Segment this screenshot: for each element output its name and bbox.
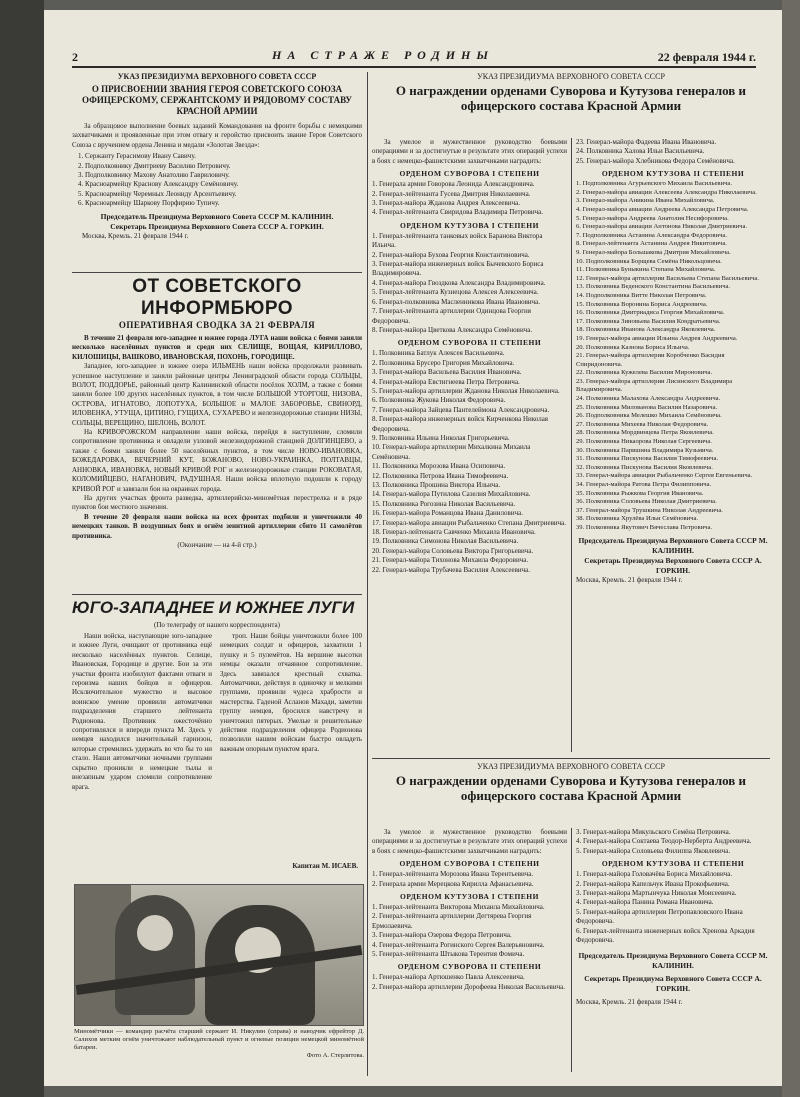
luga-signature: Капитан М. ИСАЕВ. xyxy=(292,862,358,870)
list-item: 21. Генерал-майора артиллерии Коробченко Васидия Спиридоновича. xyxy=(576,352,725,368)
list-item: 29. Полковника Никаорова Николая Сергеевича. xyxy=(576,438,712,446)
list-item: 1. Генерал-лейтенанта Морозова Ивана Терентьевича. xyxy=(372,870,534,879)
informburo-continued: (Окончание — на 4-й стр.) xyxy=(177,540,257,549)
photo-caption-text: Миномётчики — командир расчёта старший сержант И. Никулин (справа) и наводчик ефрейтор Д. Салихов метким огнём уничтожают наблюдательный пункт и огневые позиции немецкой миномётной батареи. xyxy=(74,1028,364,1051)
list-item: 25. Полковника Милованова Василия Назаровича. xyxy=(576,403,718,411)
list-item: 13. Полковника Веденского Константина Васильевича. xyxy=(576,283,731,291)
list-item: 36. Полковника Соловьева Николая Дмитриевича. xyxy=(576,498,717,506)
decree-awards-article-2 xyxy=(372,762,770,1076)
award-list xyxy=(372,232,567,335)
list-item: 28. Полковника Мордвинцева Петра Яковлевича. xyxy=(576,429,714,437)
list-item: 3. Генерал-майора инженерных войск Бычевского Бориса Владимировича. xyxy=(372,260,544,278)
list-item: 17. Генерал-майора авиации Рыбальченко Степана Дмитриевича. xyxy=(372,518,567,527)
list-item: 1. Генерал-лейтенанта танковых войск Баранова Виктора Ильича. xyxy=(372,231,543,250)
list-item: 32. Полковника Пискунова Василия Яковлевича. xyxy=(576,463,713,471)
list-item: 25. Генерал-майора Хлебникова Федора Семёновича. xyxy=(576,156,735,165)
issue-date: 22 февраля 1944 г. xyxy=(657,50,756,64)
award-list xyxy=(576,138,770,166)
award-list xyxy=(576,828,770,856)
list-item: 17. Полковника Зиновьева Василия Кондратьевича. xyxy=(576,317,721,325)
order-heading: ОРДЕНОМ КУТУЗОВА II СТЕПЕНИ xyxy=(601,169,745,179)
decree-hero-intro: За образцовое выполнение боевых заданий Командования на фронте борьбы с немецкими захватчиками и проявленные при этом отвагу и геройство присвоить звание Героя Советского Союза с вручением ордена Ленина и медали «Золотая Звезда»: xyxy=(72,122,362,149)
list-item: 5. Генерал-майора Андреева Анатолия Несифоровича. xyxy=(576,214,729,222)
list-item: 6. Генерал-полковника Масленникова Ивана Ивановича. xyxy=(372,297,541,306)
list-item: 7. Генерал-лейтенанта артиллерии Одинцова Георгия Федоровича. xyxy=(372,307,532,325)
list-item: 1. Генерала армии Говорова Леонида Александровича. xyxy=(372,180,535,189)
decree-secretary: Секретарь Президиума Верховного Совета СССР А. ГОРКИН. xyxy=(584,974,762,994)
order-heading: ОРДЕНОМ СУВОРОВА I СТЕПЕНИ xyxy=(399,169,540,179)
list-item: 6. Генерал-майора авиации Антонова Николая Дмитриевича. xyxy=(576,223,748,231)
list-item: 26. Подполковника Мелешко Михаила Семёновича. xyxy=(576,412,722,420)
list-item: 21. Генерал-майора Тихонова Михаила Федоровича. xyxy=(372,556,529,565)
list-item: 24. Полковника Малахова Александра Андреевича. xyxy=(576,395,721,403)
list-item: 15. Полковника Воронина Бориса Андреевича. xyxy=(576,300,708,308)
list-item: 23. Генерал-майора артиллерии Лисинского Владимира Владимировича. xyxy=(576,377,733,394)
list-item: 4. Генерал-лейтенанта Рогинского Сергея Валерьяновича. xyxy=(372,940,545,949)
decree-title: О награждении орденами Суворова и Кутузова генералов и офицерского состава Красной Армии xyxy=(395,83,747,113)
decree-secretary: Секретарь Президиума Верховного Совета СССР А. ГОРКИН. xyxy=(584,555,762,575)
informburo-article xyxy=(72,276,362,596)
list-item: 2. Генерал-майора Бухова Георгия Константиновича. xyxy=(372,250,530,259)
list-item: 20. Генерал-майора Соловьева Виктора Григорьевича. xyxy=(372,546,534,555)
list-item: 2. Генерал-майора Капельчук Ивана Прокофьевича. xyxy=(576,879,730,888)
list-item: 3. Генерал-майора Аникина Ивана Михайловича. xyxy=(576,197,715,205)
list-item: 3. Генерал-майора Мартынчука Николая Моисеевича. xyxy=(576,889,737,898)
list-item: 1. Сержанту Герасимову Ивану Савичу. xyxy=(78,152,196,161)
list-item: 2. Подполковнику Дмитриеву Василию Петровичу. xyxy=(78,161,231,170)
award-list xyxy=(576,870,770,945)
list-item: 11. Полковника Буныкина Степана Михайловича. xyxy=(576,266,716,274)
list-item: 8. Генерал-майора Цветкова Александра Семёновича. xyxy=(372,325,533,334)
decree-hero-title: О ПРИСВОЕНИИ ЗВАНИЯ ГЕРОЯ СОВЕТСКОГО СОЮЗА ОФИЦЕРСКОМУ, СЕРЖАНТСКОМУ И РЯДОВОМУ СОСТАВУ КРАСНОЙ АРМИИ xyxy=(81,84,352,116)
list-item: 18. Полковника Иванова Александра Яковлевича. xyxy=(576,326,716,334)
list-item: 12. Генерал-майора артиллерии Васильева Степана Васильевича. xyxy=(576,274,759,282)
list-item: 4. Генерал-майора Панина Романа Ивановича. xyxy=(576,898,714,907)
divider xyxy=(72,594,362,595)
decree-kicker: УКАЗ ПРЕЗИДИУМА ВЕРХОВНОГО СОВЕТА СССР xyxy=(477,762,665,771)
list-item: 10. Подполковника Борщева Семёна Никольцовича. xyxy=(576,257,722,265)
column-rule xyxy=(571,828,572,1072)
list-item: 5. Красноармейцу Черемных Леониду Арсентьевичу. xyxy=(78,189,237,198)
decree-hero-article xyxy=(72,72,362,268)
decree-kicker: УКАЗ ПРЕЗИДИУМА ВЕРХОВНОГО СОВЕТА СССР xyxy=(477,72,665,81)
award-list xyxy=(372,180,567,218)
list-item: 19. Генерал-майора авиации Ильина Андрея Андреевича. xyxy=(576,334,738,342)
order-heading: ОРДЕНОМ КУТУЗОВА I СТЕПЕНИ xyxy=(400,220,539,230)
informburo-title: ОТ СОВЕТСКОГО ИНФОРМБЮРО xyxy=(132,276,302,319)
decree-intro: За умелое и мужественное руководство боевыми операциями и за достигнутые в результате этих операций успехи в боях с немецко-фашистскими захватчиками наградить: xyxy=(372,138,567,165)
list-item: 14. Генерал-майора Путилова Сазелия Михайловича. xyxy=(372,490,531,499)
informburo-paragraph: Западнее, юго-западнее и южнее озера ИЛЬМЕНЬ наши войска продолжали развивать успешное наступление и заняли районные центры Ленинградской области города СОЛЬЦЫ, ВОЛОТ, ПОДДОРЬЕ, районный центр Калининской области посёлок ХОЛМ, а также с боями заняли более 100 других населённых пунктов, в том числе БОЛЬШОЙ УТОРГОШ, НИЗОВА, ОСТРОВА, ИГНАТОВО, ЛОПОТУХА, БОЛЬШОЕ и МАЛОЕ ЗАБОРОВЬЕ, СВИНОРД, ИЛОВЕНКА, УТУЩА, ЦИТИНО, ГУЩИХА, СУХАРЕВО и железнодорожные станции НИЗЫ, СОЛЬЦЫ, ВЕРЕЩИНО, ШЕЛОНЬ, ВОЛОТ. xyxy=(72,362,362,427)
list-item: 6. Полковника Жукова Николая Федоровича. xyxy=(372,396,506,405)
list-item: 2. Полковника Брусеро Григория Михайловича. xyxy=(372,358,515,367)
divider xyxy=(72,272,362,273)
list-item: 1. Полковника Батлук Алексея Васильевича. xyxy=(372,349,505,358)
list-item: 7. Генерал-майора Зайцева Пантелеймона Александровича. xyxy=(372,405,550,414)
decree-hero-secretary: Секретарь Президиума Верховного Совета СССР А. ГОРКИН. xyxy=(110,221,324,231)
scan-left-margin xyxy=(0,0,44,1097)
list-item: 3. Генерал-майора Озерова Федора Петровича. xyxy=(372,931,512,940)
column-rule xyxy=(367,72,368,1076)
soldier-left-figure xyxy=(115,895,195,1015)
list-item: 2. Генерала армии Мерецкова Кирилла Афанасьевича. xyxy=(372,879,534,888)
list-item: 4. Генерал-майора Соктаева Теодор-Нерберта Андреевича. xyxy=(576,837,752,846)
list-item: 1. Генерал-майора Артюшенко Павла Алексеевича. xyxy=(372,973,525,982)
decree-chairman: Председатель Президиума Верховного Совета СССР М. КАЛИНИН. xyxy=(578,951,768,971)
list-item: 22. Генерал-майора Трубачева Василия Алексеевича. xyxy=(372,565,531,574)
list-item: 31. Полковника Пискунова Василия Тимофеевича. xyxy=(576,455,719,463)
list-item: 22. Полковника Кужелева Василия Мироновича. xyxy=(576,369,713,377)
luga-text-left: Наши войска, наступающие юго-западнее и южнее Луги, очищают от противника ещё несколько населённых пунктов. Селище, Ивановская, Городище и другие. Бои за эти участки фронта изобилуют фактами отваги и героизма наших бойцов и офицеров. Исключительное мужество и высокое воинское умение проявили автоматчики подразделения старшего лейтенанта Родионова. Противник ожесточённо сопротивлялся и впереди пункта М. Здесь у немцев находился значительный гарнизон, которые стремились удержать во что бы то ни стало. Наши автоматчики ночными группами скрытно проникли в немецкие тылы и внезапным ударом сломили сопротивление врага. xyxy=(72,632,212,791)
masthead: НА СТРАЖЕ РОДИНЫ xyxy=(272,48,495,62)
photo-credit: Фото А. Стерлитова. xyxy=(306,1052,364,1059)
decree-hero-kicker: УКАЗ ПРЕЗИДИУМА ВЕРХОВНОГО СОВЕТА СССР xyxy=(117,72,317,81)
soldier-left-face xyxy=(137,915,173,951)
order-heading: ОРДЕНОМ СУВОРОВА II СТЕПЕНИ xyxy=(397,338,542,348)
decree-place: Москва, Кремль. 21 февраля 1944 г. xyxy=(576,998,683,1007)
order-heading: ОРДЕНОМ СУВОРОВА II СТЕПЕНИ xyxy=(397,962,542,972)
informburo-subtitle: ОПЕРАТИВНАЯ СВОДКА ЗА 21 ФЕВРАЛЯ xyxy=(118,320,316,330)
list-item: 4. Генерал-майора авиации Андреева Александра Петровича. xyxy=(576,206,749,213)
list-item: 3. Генерал-майора Микульского Семёна Петровича. xyxy=(576,828,731,836)
list-item: 34. Генерал-майора Ратова Петра Филипповича. xyxy=(576,481,712,488)
scan-right-margin xyxy=(782,0,800,1097)
award-list xyxy=(372,349,567,575)
list-item: 5. Генерал-майора Соловьева Филиппа Яковлевича. xyxy=(576,846,731,855)
list-item: 1. Генерал-майора Головачёва Бориса Михайловича. xyxy=(576,870,733,879)
decree-chairman: Председатель Президиума Верховного Совета СССР М. КАЛИНИН. xyxy=(578,535,768,555)
list-item: 35. Полковника Рыжкова Георгия Ивановича. xyxy=(576,489,704,497)
list-item: 6. Генерал-лейтенанта инженерных войск Хренова Аркадия Федоровича. xyxy=(576,926,755,945)
list-item: 1. Подполковника Агурьевского Михаила Васильевича. xyxy=(576,180,732,188)
order-heading: ОРДЕНОМ КУТУЗОВА I СТЕПЕНИ xyxy=(400,892,539,902)
decree-hero-chairman: Председатель Президиума Верховного Совета СССР М. КАЛИНИН. xyxy=(100,211,334,221)
list-item: 27. Полковника Михеева Николая Федоровича. xyxy=(576,420,709,428)
list-item: 5. Генерал-лейтенанта Кузнецова Алексея Алексеевича. xyxy=(372,288,539,297)
list-item: 20. Полковника Казнова Бориса Ильича. xyxy=(576,343,690,351)
list-item: 3. Генерал-майора Васильева Василия Ивановича. xyxy=(372,368,522,377)
list-item: 10. Генерал-майора артиллерии Михалкина Михаила Семёновича. xyxy=(372,443,531,461)
list-item: 37. Генерал-майора Трушкина Николая Андреевича. xyxy=(576,506,723,514)
list-item: 4. Генерал-майора Евстигнеева Петра Петровича. xyxy=(372,377,520,386)
list-item: 15. Полковника Рогозина Николая Васильевича. xyxy=(372,499,516,508)
list-item: 13. Полковника Прошина Виктора Ильича. xyxy=(372,481,501,489)
luga-article xyxy=(72,598,362,878)
decree-place: Москва, Кремль. 21 февраля 1944 г. xyxy=(576,575,683,584)
list-item: 38. Полковника Хрулёва Ильи Семёновича. xyxy=(576,515,699,523)
decree-intro: За умелое и мужественное руководство боевыми операциями и за достигнутые в результате этих операций успехи в боях с немецко-фашистскими захватчиками наградить: xyxy=(372,828,567,855)
list-item: 5. Генерал-майора артиллерии Петропавловского Ивана Федоровича. xyxy=(576,907,743,926)
list-item: 8. Генерал-майора инженерных войск Кирченкова Николая Федоровича. xyxy=(372,415,549,433)
newspaper-page xyxy=(44,10,782,1086)
list-item: 30. Полковника Парвшина Владимира Кузьмича. xyxy=(576,446,714,454)
decree-hero-place: Москва, Кремль. 21 февраля 1944 г. xyxy=(82,231,189,240)
award-list xyxy=(576,180,770,532)
informburo-paragraph: На других участках фронта разведка, артиллерийско-миномётная перестрелка и в ряде пунктов бои местного значения. xyxy=(72,493,362,512)
list-item: 3. Генерал-майора Жданова Андрея Алексеевича. xyxy=(372,199,520,208)
list-item: 24. Полковника Халова Ильи Васильевича. xyxy=(576,147,705,156)
informburo-paragraph: На КРИВОРОЖСКОМ направлении наши войска, перейдя в наступление, сломили сопротивление противника и овладели узловой железнодорожной станцией ДОЛГИНЦЕВО, а также с боями заняли более 50 населённых пунктов, в том числе НОВО-ИВАНОВКА, БОЖЕДАРОВКА, ВЕЧЕРНИЙ КУТ, БОЖАНОВО, НОВО-УКРАИНКА, ПОЛТАВЦЫ, АННОВКА, ИВАНОВКА, НОВЫЙ КРИВОЙ РОГ и железнодорожные станции РОКОВАТАЯ, КОЛОМИЙЦЕВО, НАГАНОВИЧ, РАДУШНАЯ. Наши войска вплотную подошли к городу КРИВОЙ РОГ и завязали бои на окраинах города. xyxy=(72,428,362,493)
list-item: 39. Полковника Якутович Вячеслава Петровича. xyxy=(576,523,713,531)
list-item: 18. Генерал-лейтенанта Савченко Михаила Ивановича. xyxy=(372,528,536,537)
column-rule xyxy=(571,138,572,752)
mortar-crew-photo xyxy=(74,884,364,1026)
order-heading: ОРДЕНОМ СУВОРОВА I СТЕПЕНИ xyxy=(399,859,540,869)
divider xyxy=(372,758,770,759)
list-item: 5. Генерал-майора артиллерии Жданова Николая Николаевича. xyxy=(372,386,560,395)
list-item: 9. Генерал-майора Большакова Дмитрия Михайловича. xyxy=(576,248,731,256)
list-item: 23. Генерал-майора Фадеева Ивана Ивановича. xyxy=(576,138,717,146)
informburo-paragraph: В течение 21 февраля юго-западнее и южнее города ЛУГА наши войска с боями заняли несколько населённых пунктов и среди них СЕЛИЩЕ, ВОЩАЯ, КИРИЛЛОВО, КИЛОШИЦЫ, ВАШКОВО, ИВАНОВСКАЯ, ПОХОНЬ, ГОРОДИЩЕ. xyxy=(72,334,362,361)
list-item: 11. Полковника Морозова Ивана Осиповича. xyxy=(372,462,506,471)
decree-hero-list xyxy=(72,152,362,208)
list-item: 1. Генерал-лейтенанта Викторова Михаила Михайловича. xyxy=(372,903,545,912)
list-item: 2. Генерал-майора артиллерии Дорофеева Николая Васильевича. xyxy=(372,982,565,991)
decree-title: О награждении орденами Суворова и Кутузова генералов и офицерского состава Красной Армии xyxy=(395,773,747,803)
list-item: 6. Красноармейцу Шаркову Порфирию Тупичу. xyxy=(78,199,220,208)
luga-text-right: троп. Наши бойцы уничтожили более 100 немецких солдат и офицеров, захватили 1 пушку и 5 пулемётов. На вершине высотки немцы оказали отчаянное сопротивление. Здесь завязался крестный схватка. Автоматчики, действуя в одиночку и мелкими группами, проявили чудеса храбрости и мастерства. Гаденой Асланов Махади, заметив группу немцев, бросился навстречу и уничтожил пятерых. Умелые и решительные действия подразделения офицера Родионова позволили нашим войскам быстро овладеть важным опорным пунктом врага. xyxy=(220,632,362,753)
list-item: 8. Генерал-лейтенанта Астанина Андрея Никитовича. xyxy=(576,240,727,248)
photo-caption xyxy=(74,1028,364,1060)
list-item: 4. Генерал-майора Гвоздкова Александра Владимировича. xyxy=(372,278,546,287)
list-item: 2. Генерал-майора авиации Алексеева Александра Николаевича. xyxy=(576,188,757,196)
list-item: 4. Генерал-лейтенанта Свиридова Владимира Петровича. xyxy=(372,208,544,217)
award-list xyxy=(372,973,567,992)
list-item: 2. Генерал-лейтенанта Гусева Дмитрия Николаевича. xyxy=(372,189,531,198)
luga-title: ЮГО-ЗАПАДНЕЕ И ЮЖНЕЕ ЛУГИ xyxy=(72,598,355,617)
list-item: 3. Подполковнику Махову Анатолию Гавриловичу. xyxy=(78,171,230,180)
list-item: 4. Красноармейцу Краснову Александру Семёновичу. xyxy=(78,180,239,189)
list-item: 2. Генерал-лейтенанта артиллерии Дегтярева Георгия Ермолаевича. xyxy=(372,912,532,930)
list-item: 7. Подполковника Астанина Александра Федоровича. xyxy=(576,231,727,239)
page-number: 2 xyxy=(72,50,78,64)
list-item: 14. Подполковника Витте Николая Петровича. xyxy=(576,291,707,299)
award-list xyxy=(372,903,567,959)
list-item: 9. Полковника Ильина Николая Григорьевича. xyxy=(372,433,510,442)
luga-byline: (По телеграфу от нашего корреспондента) xyxy=(154,621,280,629)
list-item: 16. Генерал-майора Романцова Ивана Даниловича. xyxy=(372,509,523,518)
list-item: 12. Полковника Петрова Ивана Тимофеевича. xyxy=(372,471,509,480)
list-item: 33. Генерал-майора авиации Рыбальченко Сергея Евгеньевича. xyxy=(576,472,753,480)
list-item: 19. Полковника Симонова Николая Васильевича. xyxy=(372,537,519,546)
list-item: 5. Генерал-лейтенанта Штыкова Терентия Фомича. xyxy=(372,950,525,959)
award-list xyxy=(372,870,567,889)
informburo-paragraph: В течение 20 февраля наши войска на всех фронтах подбили и уничтожили 40 немецких танков. В воздушных боях и огнём зенитной артиллерии сбито 11 самолётов противника. xyxy=(72,512,362,540)
decree-awards-article-1 xyxy=(372,72,770,752)
page-header xyxy=(72,46,756,68)
order-heading: ОРДЕНОМ КУТУЗОВА II СТЕПЕНИ xyxy=(601,859,745,869)
list-item: 16. Полковника Дмитриадиса Георгия Михайловича. xyxy=(576,309,725,317)
